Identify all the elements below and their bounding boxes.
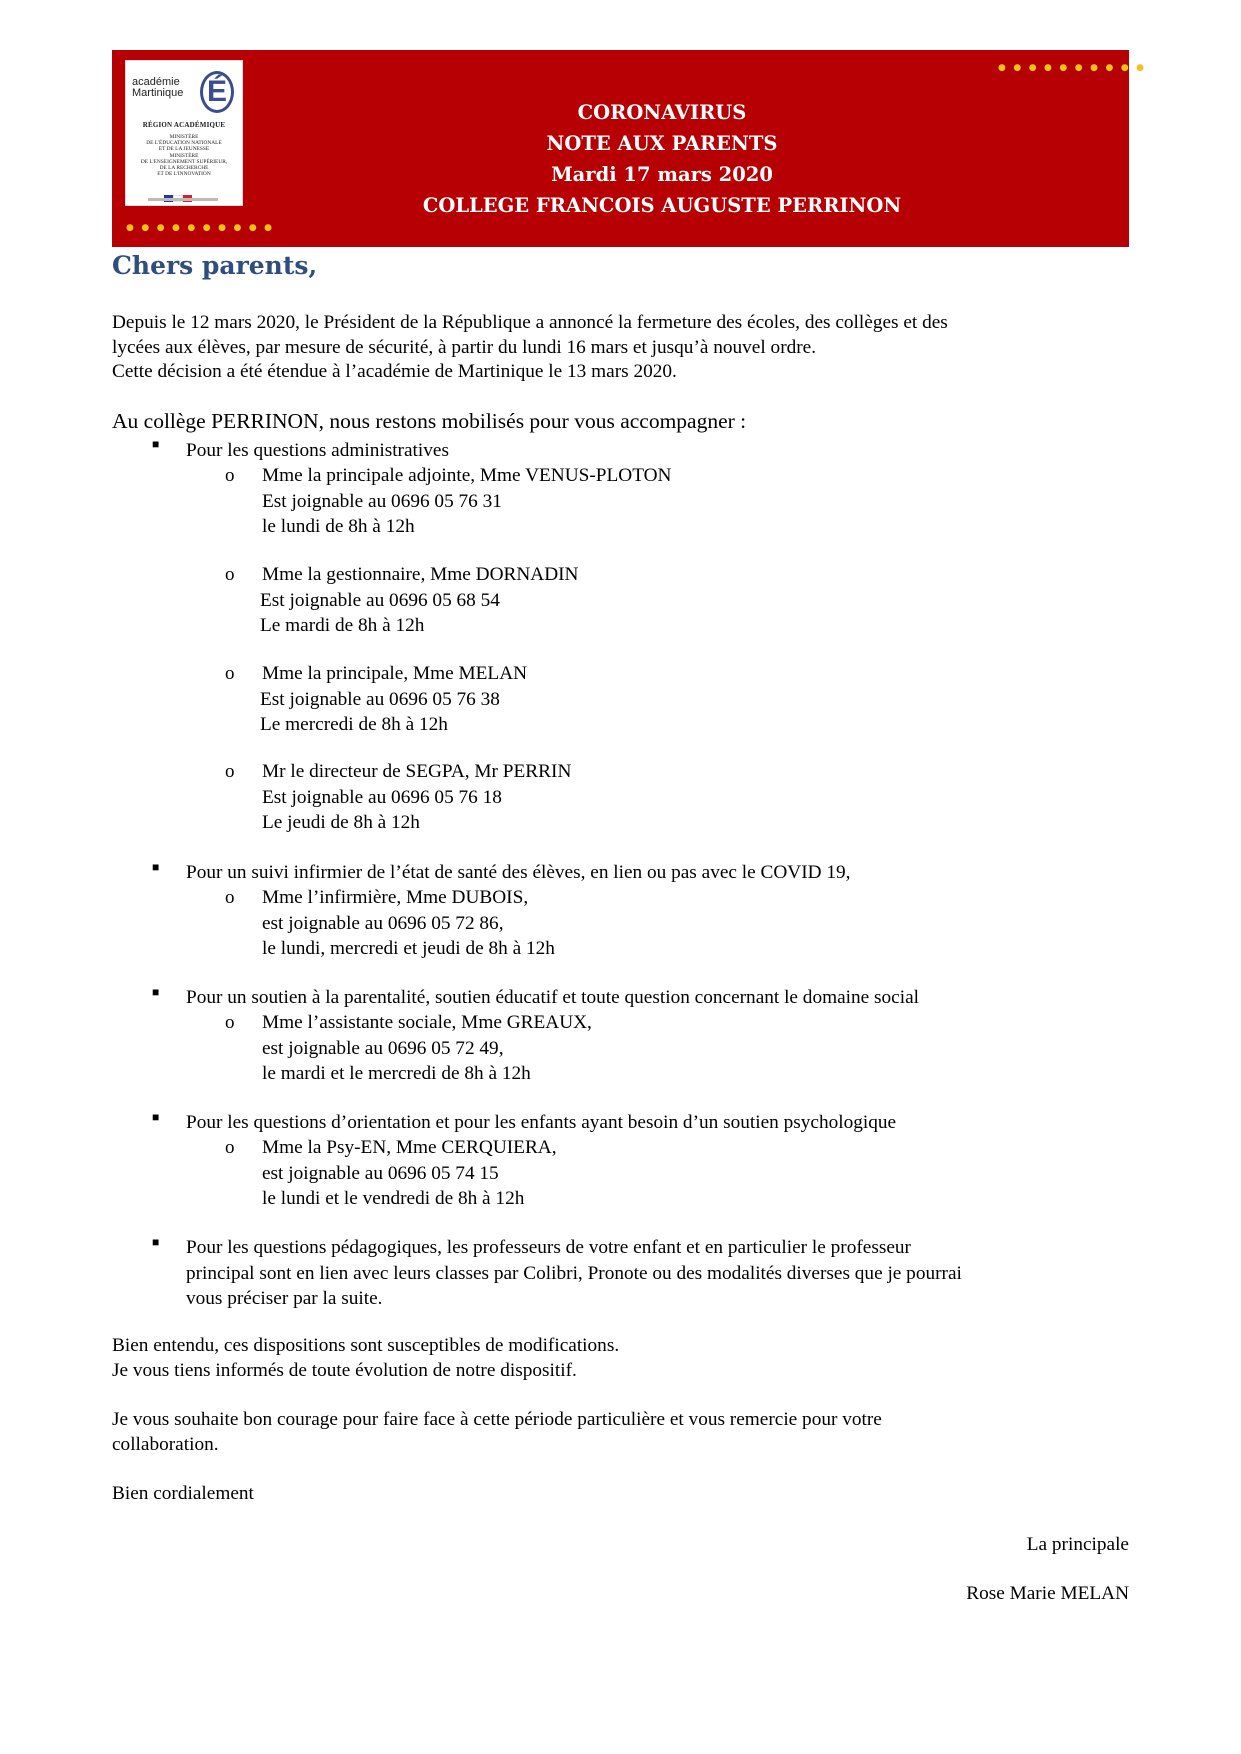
- contact-name: Mme la principale adjointe, Mme VENUS-PLOTON: [262, 465, 672, 486]
- circle-bullet-icon: o: [225, 887, 235, 908]
- contact-hours: le lundi et le vendredi de 8h à 12h: [262, 1188, 525, 1209]
- academie-logo: [125, 60, 243, 206]
- section-title: Pour un soutien à la parentalité, soutien éducatif et toute question concernant le domaine social: [186, 987, 919, 1008]
- contact-name: Mme la principale, Mme MELAN: [262, 663, 528, 684]
- closing-line: collaboration.: [112, 1434, 219, 1455]
- contact-hours: le lundi de 8h à 12h: [262, 516, 415, 537]
- intro-paragraph: [112, 311, 1122, 385]
- closing-line: Je vous tiens informés de toute évolution de notre dispositif.: [112, 1360, 577, 1381]
- circle-bullet-icon: o: [225, 1012, 235, 1033]
- decorative-dots-top: ●●●●●●●●●●: [998, 63, 1152, 73]
- square-bullet-icon: ■: [152, 437, 160, 451]
- contact-name: Mme la Psy-EN, Mme CERQUIERA,: [262, 1137, 557, 1158]
- logo-ministry-line: DE L'ÉDUCATION NATIONALE: [146, 140, 222, 147]
- square-bullet-icon: ■: [152, 860, 160, 874]
- contact-hours: Le jeudi de 8h à 12h: [262, 812, 420, 833]
- logo-ministry-line: MINISTÈRE: [169, 152, 199, 159]
- intro-line: lycées aux élèves, par mesure de sécurité, à partir du lundi 16 mars et jusqu’à nouvel ordre.: [112, 336, 817, 358]
- circle-bullet-icon: o: [225, 761, 235, 782]
- contact-name: Mme l’assistante sociale, Mme GREAUX,: [262, 1012, 592, 1033]
- square-bullet-icon: ■: [152, 985, 160, 999]
- square-bullet-icon: ■: [152, 1110, 160, 1124]
- contact-hours: le mardi et le mercredi de 8h à 12h: [262, 1063, 531, 1084]
- contact-phone: est joignable au 0696 05 74 15: [262, 1163, 499, 1184]
- header-banner: [112, 50, 1152, 247]
- contact-phone: est joignable au 0696 05 72 49,: [262, 1038, 504, 1059]
- section-title: Pour un suivi infirmier de l’état de santé des élèves, en lien ou pas avec le COVID 19,: [186, 862, 851, 883]
- signature-role: La principale: [1026, 1534, 1129, 1555]
- intro-line: Depuis le 12 mars 2020, le Président de la République a annoncé la fermeture des écoles, des collèges et des: [112, 312, 948, 333]
- intro-line: Cette décision a été étendue à l’académie de Martinique le 13 mars 2020.: [112, 361, 677, 382]
- contact-name: Mr le directeur de SEGPA, Mr PERRIN: [262, 761, 572, 782]
- contact-phone: Est joignable au 0696 05 76 38: [260, 689, 500, 710]
- circle-bullet-icon: o: [225, 564, 235, 585]
- contact-hours: le lundi, mercredi et jeudi de 8h à 12h: [262, 938, 555, 959]
- contact-hours: Le mardi de 8h à 12h: [260, 615, 425, 636]
- contact-name: Mme la gestionnaire, Mme DORNADIN: [262, 564, 579, 585]
- title-line-2: NOTE AUX PARENTS: [546, 132, 778, 155]
- contact-phone: Est joignable au 0696 05 76 18: [262, 787, 502, 808]
- contact-hours: Le mercredi de 8h à 12h: [260, 714, 448, 735]
- title-line-1: CORONAVIRUS: [577, 101, 747, 124]
- square-bullet-icon: ■: [152, 1235, 160, 1249]
- signature-name: Rose Marie MELAN: [966, 1583, 1129, 1604]
- circle-bullet-icon: o: [225, 663, 235, 684]
- title-line-4: COLLEGE FRANCOIS AUGUSTE PERRINON: [422, 194, 902, 217]
- contact-phone: est joignable au 0696 05 72 86,: [262, 913, 504, 934]
- section-text-line: Pour les questions pédagogiques, les professeurs de votre enfant et en particulier le professeur: [186, 1237, 911, 1258]
- logo-ministry-line: ET DE LA JEUNESSE: [158, 146, 210, 153]
- closing-line: Bien entendu, ces dispositions sont susceptibles de modifications.: [112, 1335, 620, 1356]
- circle-bullet-icon: o: [225, 465, 235, 486]
- logo-ministry-line: MINISTÈRE: [169, 134, 199, 140]
- logo-ministries-text: [128, 134, 240, 177]
- greeting: Chers parents,: [112, 251, 318, 280]
- banner-title: [412, 97, 912, 221]
- title-line-3: Mardi 17 mars 2020: [551, 163, 773, 186]
- logo-region-text: RÉGION ACADÉMIQUE: [142, 121, 226, 129]
- french-flag-icon: [164, 189, 192, 196]
- section-title: Pour les questions d’orientation et pour les enfants ayant besoin d’un soutien psychologique: [186, 1112, 897, 1133]
- logo-ministry-line: ET DE L'INNOVATION: [157, 171, 211, 178]
- decorative-dots-bottom: ●●●●●●●●●●: [126, 223, 280, 233]
- logo-martinique-text: Martinique: [132, 87, 184, 99]
- section-text-line: vous préciser par la suite.: [186, 1288, 383, 1309]
- logo-e-letter: É: [200, 71, 234, 113]
- contact-phone: Est joignable au 0696 05 76 31: [262, 491, 502, 512]
- circle-bullet-icon: o: [225, 1137, 235, 1158]
- lead-sentence: Au collège PERRINON, nous restons mobilisés pour vous accompagner :: [112, 409, 747, 433]
- logo-ministry-line: DE LA RECHERCHE: [159, 165, 209, 172]
- regards-line: Bien cordialement: [112, 1483, 254, 1504]
- section-title: Pour les questions administratives: [186, 440, 449, 461]
- logo-academie-text: académie: [132, 76, 180, 88]
- logo-republique-mark: [148, 198, 218, 201]
- closing-line: Je vous souhaite bon courage pour faire face à cette période particulière et vous remercie pour votre: [112, 1409, 882, 1430]
- section-text-line: principal sont en lien avec leurs classes par Colibri, Pronote ou des modalités diverses que je pourrai: [186, 1263, 962, 1284]
- logo-ministry-line: DE L'ENSEIGNEMENT SUPÉRIEUR,: [140, 158, 228, 165]
- contact-name: Mme l’infirmière, Mme DUBOIS,: [262, 887, 529, 908]
- contact-phone: Est joignable au 0696 05 68 54: [260, 590, 500, 611]
